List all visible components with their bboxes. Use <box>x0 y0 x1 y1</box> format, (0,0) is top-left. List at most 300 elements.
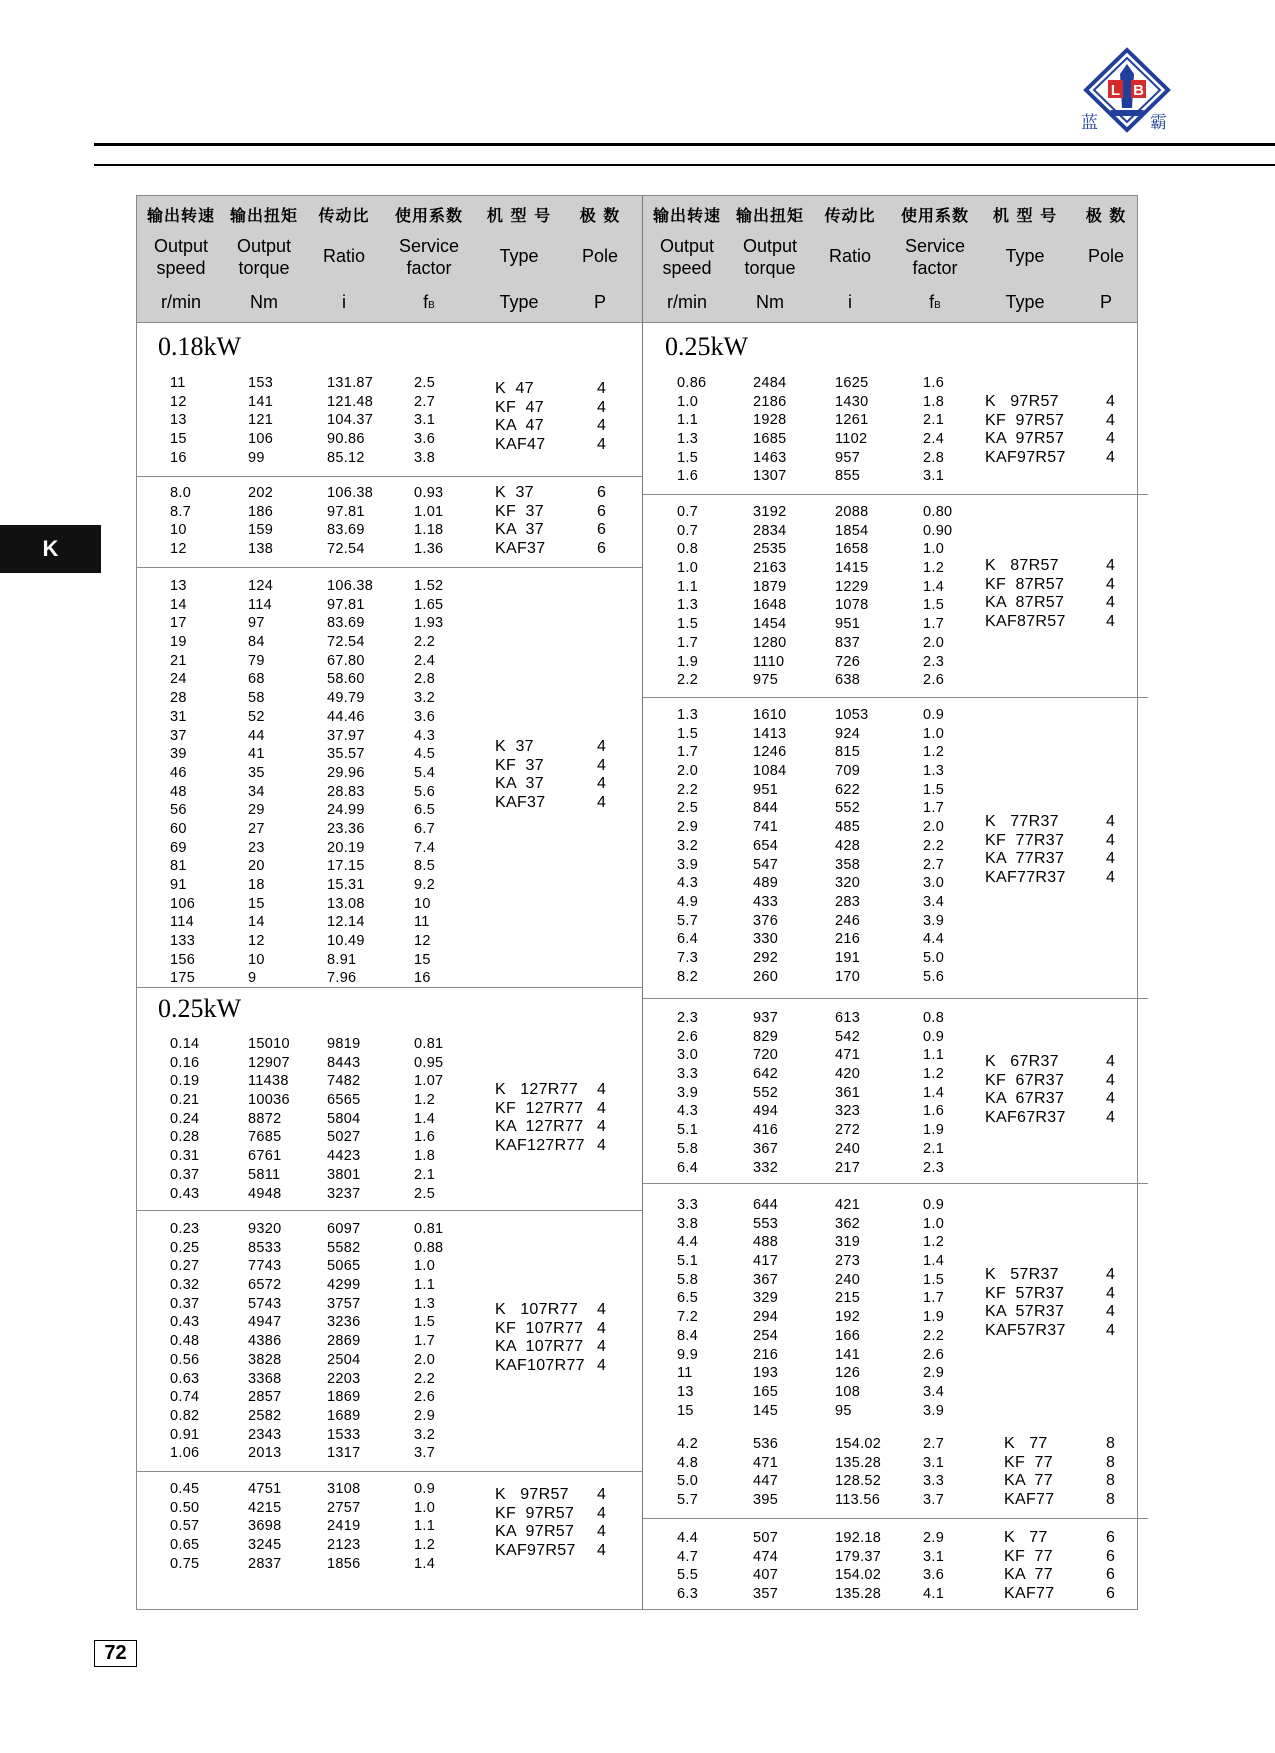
left-col-2-cell: 17.15 <box>327 858 365 875</box>
right-pole-cell: 6 <box>1106 1585 1116 1603</box>
left-col-2-cell: 58.60 <box>327 671 365 688</box>
right-pole <box>1106 1053 1115 1128</box>
left-pole-cell: 4 <box>597 1357 607 1375</box>
right-col-1 <box>753 1435 778 1510</box>
right-type-cell: KAF87R57 <box>985 613 1066 631</box>
left-col-1-cell: 29 <box>248 802 265 819</box>
left-col-3-cell: 3.6 <box>414 431 436 448</box>
right-col-2 <box>835 1529 881 1604</box>
right-col-3-cell: 4.1 <box>923 1586 945 1603</box>
right-col-2-cell: 166 <box>835 1327 861 1344</box>
right-col-2-cell: 240 <box>835 1140 861 1157</box>
right-type-cell: KAF77R37 <box>985 869 1066 887</box>
left-type-cell: KAF37 <box>495 794 546 812</box>
left-col-2-cell: 3801 <box>327 1166 361 1183</box>
left-col-3-cell: 3.2 <box>414 1426 436 1443</box>
right-col-2-cell: 542 <box>835 1028 861 1045</box>
right-col-1-cell: 447 <box>753 1473 779 1490</box>
right-pole <box>1106 1435 1115 1510</box>
right-type-cell: KA 57R37 <box>985 1303 1065 1321</box>
left-col-3-cell: 11 <box>414 914 430 931</box>
left-col-1-cell: 68 <box>248 671 265 688</box>
header-unit-sub: B <box>934 300 941 311</box>
left-type <box>495 1081 585 1156</box>
left-type-cell: KF 127R77 <box>495 1099 584 1117</box>
right-col-1-cell: 937 <box>753 1010 779 1026</box>
right-col-2 <box>835 374 868 486</box>
right-col-0-cell: 7.3 <box>677 949 699 966</box>
right-pole-cell: 4 <box>1106 869 1116 887</box>
left-pole-cell: 4 <box>597 398 607 416</box>
left-col-0-cell: 133 <box>170 933 196 950</box>
logo-zh-right: 霸 <box>1150 113 1167 133</box>
right-col-2-cell: 1229 <box>835 578 869 595</box>
right-col-1-cell: 1246 <box>753 744 787 761</box>
left-pole-cell: 4 <box>597 1542 607 1560</box>
right-pole-cell: 4 <box>1106 393 1116 410</box>
right-col-0-cell: 8.4 <box>677 1327 699 1344</box>
right-col-1-cell: 1110 <box>753 653 785 670</box>
right-col-3-cell: 2.2 <box>923 837 945 854</box>
right-col-1-cell: 1648 <box>753 597 787 614</box>
right-col-0-cell: 5.5 <box>677 1567 699 1584</box>
left-col-0-cell: 0.23 <box>170 1221 200 1237</box>
left-pole-cell: 4 <box>597 417 607 435</box>
left-col-1-cell: 138 <box>248 541 274 558</box>
right-type-cell: KA 77 <box>1004 1566 1053 1584</box>
right-col-2-cell: 420 <box>835 1066 861 1083</box>
left-col-3-cell: 9.2 <box>414 877 436 893</box>
right-col-0-cell: 1.1 <box>677 412 699 429</box>
right-col-1-cell: 332 <box>753 1159 779 1176</box>
right-col-3 <box>923 1009 944 1177</box>
left-col-1-cell: 2013 <box>248 1445 282 1462</box>
left-col-0 <box>170 1220 199 1463</box>
left-type-cell: K 47 <box>495 380 534 397</box>
left-col-3 <box>414 1035 443 1203</box>
right-col-3-cell: 3.7 <box>923 1492 945 1509</box>
right-col-0 <box>677 374 706 486</box>
right-col-2-cell: 1415 <box>835 560 869 577</box>
right-col-1-cell: 165 <box>753 1383 779 1400</box>
left-col-2-cell: 9819 <box>327 1036 361 1052</box>
right-col-0-cell: 1.3 <box>677 431 699 448</box>
left-type <box>495 484 545 559</box>
header-unit-sub: B <box>428 300 435 311</box>
left-col-1-cell: 4215 <box>248 1499 282 1516</box>
right-col-1-cell: 2186 <box>753 393 787 410</box>
right-col-2-cell: 1053 <box>835 707 869 723</box>
left-col-1-cell: 124 <box>248 578 274 594</box>
left-col-1 <box>248 374 273 467</box>
left-pole <box>597 738 606 813</box>
left-col-0-cell: 0.37 <box>170 1166 200 1183</box>
left-col-3-cell: 0.88 <box>414 1239 444 1256</box>
right-col-0-cell: 1.3 <box>677 707 699 723</box>
right-col-1-cell: 1413 <box>753 725 787 742</box>
right-pole-cell: 4 <box>1106 1284 1116 1302</box>
right-col-3-cell: 1.7 <box>923 800 945 817</box>
right-col-3-cell: 1.7 <box>923 616 945 633</box>
right-pole-cell: 8 <box>1106 1491 1116 1509</box>
left-col-1-cell: 5743 <box>248 1295 282 1312</box>
left-col-0-cell: 0.21 <box>170 1092 200 1109</box>
right-type <box>985 813 1066 888</box>
right-col-0-cell: 0.7 <box>677 522 699 539</box>
section-tab[interactable]: K <box>0 525 101 573</box>
left-col-2-cell: 106.38 <box>327 578 374 594</box>
right-col-3-cell: 5.6 <box>923 968 945 985</box>
right-col-1-cell: 654 <box>753 837 779 854</box>
right-col-1-cell: 294 <box>753 1309 779 1326</box>
left-col-3-cell: 1.1 <box>414 1277 436 1294</box>
right-col-3-cell: 2.3 <box>923 653 945 670</box>
right-col-3-cell: 2.7 <box>923 856 945 873</box>
right-col-1-cell: 367 <box>753 1271 779 1288</box>
left-col-1-cell: 3368 <box>248 1370 282 1387</box>
left-col-0-cell: 11 <box>170 375 186 391</box>
right-col-1-cell: 2163 <box>753 560 787 577</box>
header-unit-0-5: P <box>593 292 606 312</box>
left-col-1-cell: 141 <box>248 393 274 410</box>
left-col-2-cell: 28.83 <box>327 783 365 800</box>
left-col-1-cell: 186 <box>248 503 274 520</box>
right-col-1 <box>753 706 786 986</box>
right-col-3-cell: 1.6 <box>923 1103 945 1120</box>
left-col-1-cell: 6761 <box>248 1148 282 1165</box>
right-pole-cell: 8 <box>1106 1435 1116 1452</box>
left-col-2-cell: 15.31 <box>327 877 365 893</box>
right-col-3-cell: 1.6 <box>923 375 945 391</box>
right-col-2-cell: 1102 <box>835 431 868 448</box>
right-pole <box>1106 393 1115 468</box>
left-col-0-cell: 19 <box>170 634 187 651</box>
page-number: 72 <box>94 1640 137 1667</box>
right-col-0-cell: 6.4 <box>677 1159 699 1176</box>
right-col-0-cell: 1.5 <box>677 449 699 466</box>
right-col-0-cell: 11 <box>677 1365 693 1382</box>
left-col-0-cell: 0.19 <box>170 1073 200 1090</box>
left-col-2-cell: 72.54 <box>327 541 365 558</box>
left-col-1-cell: 121 <box>248 412 274 429</box>
left-col-1-cell: 52 <box>248 708 265 725</box>
left-col-1-cell: 4947 <box>248 1314 282 1331</box>
right-pole-cell: 6 <box>1106 1566 1116 1584</box>
left-type-cell: K 127R77 <box>495 1081 579 1098</box>
right-col-1-cell: 330 <box>753 931 779 948</box>
left-type-cell: KAF107R77 <box>495 1357 585 1375</box>
header-en-0-0: Output speed <box>153 236 209 278</box>
left-col-0-cell: 60 <box>170 820 187 837</box>
right-col-3-cell: 0.9 <box>923 1197 945 1213</box>
right-col-0-cell: 5.8 <box>677 1140 699 1157</box>
right-col-0-cell: 0.86 <box>677 375 707 391</box>
right-type-cell: K 67R37 <box>985 1053 1059 1070</box>
left-col-2-cell: 97.81 <box>327 596 365 613</box>
header-zh-1-3: 使用系数 <box>900 206 969 225</box>
left-pole <box>597 1301 606 1376</box>
header-zh-0-5: 极 数 <box>579 206 621 225</box>
left-col-1-cell: 5811 <box>248 1166 281 1183</box>
left-col-0-cell: 69 <box>170 839 187 856</box>
left-col-0-cell: 12 <box>170 393 187 410</box>
right-col-1 <box>753 374 786 486</box>
left-type-cell: KA 37 <box>495 775 544 793</box>
left-col-0 <box>170 1035 199 1203</box>
group-separator <box>137 1471 642 1472</box>
left-col-2 <box>327 577 373 988</box>
left-col-0-cell: 16 <box>170 449 187 466</box>
left-col-0-cell: 17 <box>170 615 187 632</box>
left-col-0-cell: 0.43 <box>170 1185 200 1202</box>
left-pole-cell: 4 <box>597 436 607 454</box>
left-col-3-cell: 1.4 <box>414 1555 436 1572</box>
left-col-2-cell: 1317 <box>327 1445 361 1462</box>
right-pole <box>1106 813 1115 888</box>
left-col-0-cell: 0.75 <box>170 1555 200 1572</box>
right-col-2-cell: 240 <box>835 1271 861 1288</box>
header-en-1-4: Type <box>1005 246 1045 266</box>
left-pole-cell: 4 <box>597 1118 607 1136</box>
left-type <box>495 1486 576 1561</box>
right-col-2-cell: 471 <box>835 1047 861 1064</box>
left-col-1-cell: 2343 <box>248 1426 282 1443</box>
right-col-1-cell: 844 <box>753 800 779 817</box>
right-col-2-cell: 1430 <box>835 393 869 410</box>
header-zh-0-2: 传动比 <box>318 206 370 225</box>
right-col-1-cell: 193 <box>753 1365 779 1382</box>
right-power-heading: 0.25kW <box>665 332 749 361</box>
header-zh-1-5: 极 数 <box>1085 206 1127 225</box>
right-col-1-cell: 407 <box>753 1567 779 1584</box>
right-col-2-cell: 191 <box>835 949 861 966</box>
right-col-2-cell: 319 <box>835 1234 861 1251</box>
right-col-2-cell: 216 <box>835 931 861 948</box>
left-type <box>495 1301 585 1376</box>
right-col-3-cell: 1.2 <box>923 1066 945 1083</box>
right-col-3-cell: 1.9 <box>923 1122 945 1139</box>
right-col-1-cell: 1685 <box>753 431 787 448</box>
header-en-1-2: Ratio <box>828 246 872 266</box>
right-col-1-cell: 3192 <box>753 504 787 520</box>
left-col-1-cell: 4751 <box>248 1481 282 1497</box>
right-type-cell: KAF77 <box>1004 1585 1055 1603</box>
left-col-0-cell: 91 <box>170 877 187 893</box>
right-col-2-cell: 361 <box>835 1084 861 1101</box>
right-col-2 <box>835 1009 860 1177</box>
right-col-1 <box>753 1009 778 1177</box>
right-col-2-cell: 170 <box>835 968 861 985</box>
right-type-cell: KA 97R57 <box>985 430 1065 448</box>
left-col-3-cell: 3.2 <box>414 690 436 707</box>
left-col-2-cell: 3236 <box>327 1314 361 1331</box>
right-col-3-cell: 0.80 <box>923 504 953 520</box>
right-col-0-cell: 4.3 <box>677 1103 699 1120</box>
right-col-2-cell: 246 <box>835 912 861 929</box>
left-col-1-cell: 23 <box>248 839 265 856</box>
left-type-cell: KF 37 <box>495 756 544 774</box>
left-col-0-cell: 13 <box>170 578 187 594</box>
right-pole-cell: 4 <box>1106 1322 1116 1340</box>
right-col-2-cell: 192 <box>835 1309 861 1326</box>
left-pole-cell: 4 <box>597 775 607 793</box>
right-col-2-cell: 358 <box>835 856 861 873</box>
group-separator <box>643 494 1148 495</box>
left-type-cell: KA 97R57 <box>495 1523 575 1541</box>
right-col-2-cell: 421 <box>835 1197 861 1213</box>
svg-text:L: L <box>1110 82 1121 99</box>
right-col-3-cell: 3.4 <box>923 1383 945 1400</box>
right-col-2-cell: 2088 <box>835 504 869 520</box>
right-type-cell: KA 77R37 <box>985 850 1065 868</box>
right-col-3-cell: 1.2 <box>923 744 945 761</box>
right-col-2-cell: 179.37 <box>835 1548 882 1565</box>
left-col-1-cell: 3245 <box>248 1537 282 1554</box>
left-col-2-cell: 2869 <box>327 1333 361 1350</box>
left-col-2-cell: 8.91 <box>327 951 357 968</box>
right-col-3-cell: 3.3 <box>923 1473 945 1490</box>
right-pole-cell: 4 <box>1106 430 1116 448</box>
right-type-cell: KF 77 <box>1004 1453 1053 1471</box>
left-col-1-cell: 27 <box>248 820 265 837</box>
right-col-1-cell: 536 <box>753 1436 779 1452</box>
right-pole-cell: 6 <box>1106 1547 1116 1565</box>
left-col-2-cell: 106.38 <box>327 485 374 501</box>
right-col-1-cell: 471 <box>753 1454 779 1471</box>
right-col-2-cell: 126 <box>835 1365 861 1382</box>
left-col-1-cell: 106 <box>248 431 274 448</box>
left-col-0 <box>170 1480 199 1573</box>
left-type-cell: KF 37 <box>495 502 544 520</box>
left-col-2-cell: 7482 <box>327 1073 361 1090</box>
left-col-0-cell: 0.56 <box>170 1351 200 1368</box>
right-col-0-cell: 1.0 <box>677 560 699 577</box>
right-col-3-cell: 2.6 <box>923 672 945 689</box>
left-col-1-cell: 202 <box>248 485 274 501</box>
right-col-1 <box>753 503 786 690</box>
header-unit-1-5: P <box>1099 292 1112 312</box>
right-col-2-cell: 135.28 <box>835 1586 882 1603</box>
left-col-1-cell: 2582 <box>248 1407 282 1424</box>
left-col-3-cell: 10 <box>414 895 431 912</box>
left-col-2-cell: 7.96 <box>327 970 357 987</box>
right-col-0-cell: 3.8 <box>677 1215 699 1232</box>
left-pole-cell: 6 <box>597 484 607 501</box>
right-col-0-cell: 3.2 <box>677 837 699 854</box>
left-col-1-cell: 15 <box>248 895 265 912</box>
left-col-0-cell: 0.57 <box>170 1518 200 1535</box>
left-col-0-cell: 10 <box>170 522 187 539</box>
left-col-0-cell: 106 <box>170 895 196 912</box>
left-col-3-cell: 5.6 <box>414 783 436 800</box>
left-col-3-cell: 2.2 <box>414 634 436 651</box>
right-col-1-cell: 644 <box>753 1197 779 1213</box>
right-col-0-cell: 1.5 <box>677 725 699 742</box>
left-col-3 <box>414 1480 435 1573</box>
left-col-3-cell: 2.1 <box>414 1166 436 1183</box>
left-col-2-cell: 13.08 <box>327 895 365 912</box>
right-col-0-cell: 6.4 <box>677 931 699 948</box>
left-pole-cell: 4 <box>597 1099 607 1117</box>
left-col-3-cell: 6.5 <box>414 802 436 819</box>
left-col-0-cell: 175 <box>170 970 196 987</box>
right-col-0 <box>677 503 698 690</box>
left-col-1-cell: 9 <box>248 970 257 987</box>
left-col-1-cell: 79 <box>248 652 265 669</box>
right-col-2-cell: 95 <box>835 1402 852 1419</box>
left-col-3-cell: 1.18 <box>414 522 444 539</box>
left-type <box>495 380 545 455</box>
right-col-1-cell: 642 <box>753 1066 779 1083</box>
left-col-3-cell: 1.0 <box>414 1499 436 1516</box>
right-col-3-cell: 2.0 <box>923 634 945 651</box>
left-col-2-cell: 2419 <box>327 1518 361 1535</box>
right-col-0-cell: 2.9 <box>677 819 699 836</box>
right-col-0-cell: 1.7 <box>677 744 699 761</box>
right-col-3-cell: 1.4 <box>923 1253 945 1270</box>
left-col-2-cell: 90.86 <box>327 431 365 448</box>
right-type-cell: KAF97R57 <box>985 449 1066 467</box>
left-col-3-cell: 7.4 <box>414 839 436 856</box>
left-type-cell: K 97R57 <box>495 1486 569 1503</box>
left-col-1 <box>248 484 273 559</box>
left-col-2-cell: 10.49 <box>327 933 365 950</box>
right-type-cell: KA 67R37 <box>985 1090 1065 1108</box>
right-col-1-cell: 376 <box>753 912 779 929</box>
left-col-2-cell: 1533 <box>327 1426 361 1443</box>
right-pole-cell: 4 <box>1106 813 1116 830</box>
left-col-0-cell: 114 <box>170 914 195 931</box>
right-col-0 <box>677 1435 698 1510</box>
right-col-3-cell: 2.0 <box>923 819 945 836</box>
left-col-2-cell: 24.99 <box>327 802 365 819</box>
right-col-3-cell: 1.8 <box>923 393 945 410</box>
group-separator <box>137 1210 642 1211</box>
left-power-heading: 0.18kW <box>158 332 242 361</box>
header-unit-1-1: Nm <box>756 292 784 312</box>
right-col-0-cell: 0.7 <box>677 504 699 520</box>
left-col-2-cell: 37.97 <box>327 727 365 744</box>
right-pole-cell: 4 <box>1106 1090 1116 1108</box>
left-pole-cell: 4 <box>597 1301 607 1318</box>
left-col-2-cell: 4423 <box>327 1148 361 1165</box>
left-col-1-cell: 3698 <box>248 1518 282 1535</box>
left-col-3-cell: 5.4 <box>414 764 436 781</box>
right-col-0-cell: 2.6 <box>677 1028 699 1045</box>
right-col-0-cell: 2.2 <box>677 781 699 798</box>
right-col-0-cell: 8.2 <box>677 968 699 985</box>
right-col-0-cell: 6.5 <box>677 1290 699 1307</box>
right-col-1-cell: 2834 <box>753 522 787 539</box>
right-type-cell: K 77R37 <box>985 813 1059 830</box>
left-col-0-cell: 0.63 <box>170 1370 200 1387</box>
left-type-cell: KAF127R77 <box>495 1137 585 1155</box>
right-col-1-cell: 1463 <box>753 449 787 466</box>
header-en-0-5: Pole <box>581 246 619 266</box>
left-col-3 <box>414 374 435 467</box>
left-pole-cell: 4 <box>597 1486 607 1503</box>
left-col-1-cell: 20 <box>248 858 265 875</box>
right-col-2-cell: 1078 <box>835 597 869 614</box>
left-pole <box>597 484 606 559</box>
left-col-3-cell: 1.65 <box>414 596 444 613</box>
top-rule-thin <box>94 164 1275 166</box>
right-col-3-cell: 1.2 <box>923 1234 945 1251</box>
left-col-2-cell: 1689 <box>327 1407 361 1424</box>
left-col-2-cell: 8443 <box>327 1054 361 1071</box>
left-col-3-cell: 0.81 <box>414 1221 444 1237</box>
right-col-3-cell: 0.9 <box>923 707 945 723</box>
